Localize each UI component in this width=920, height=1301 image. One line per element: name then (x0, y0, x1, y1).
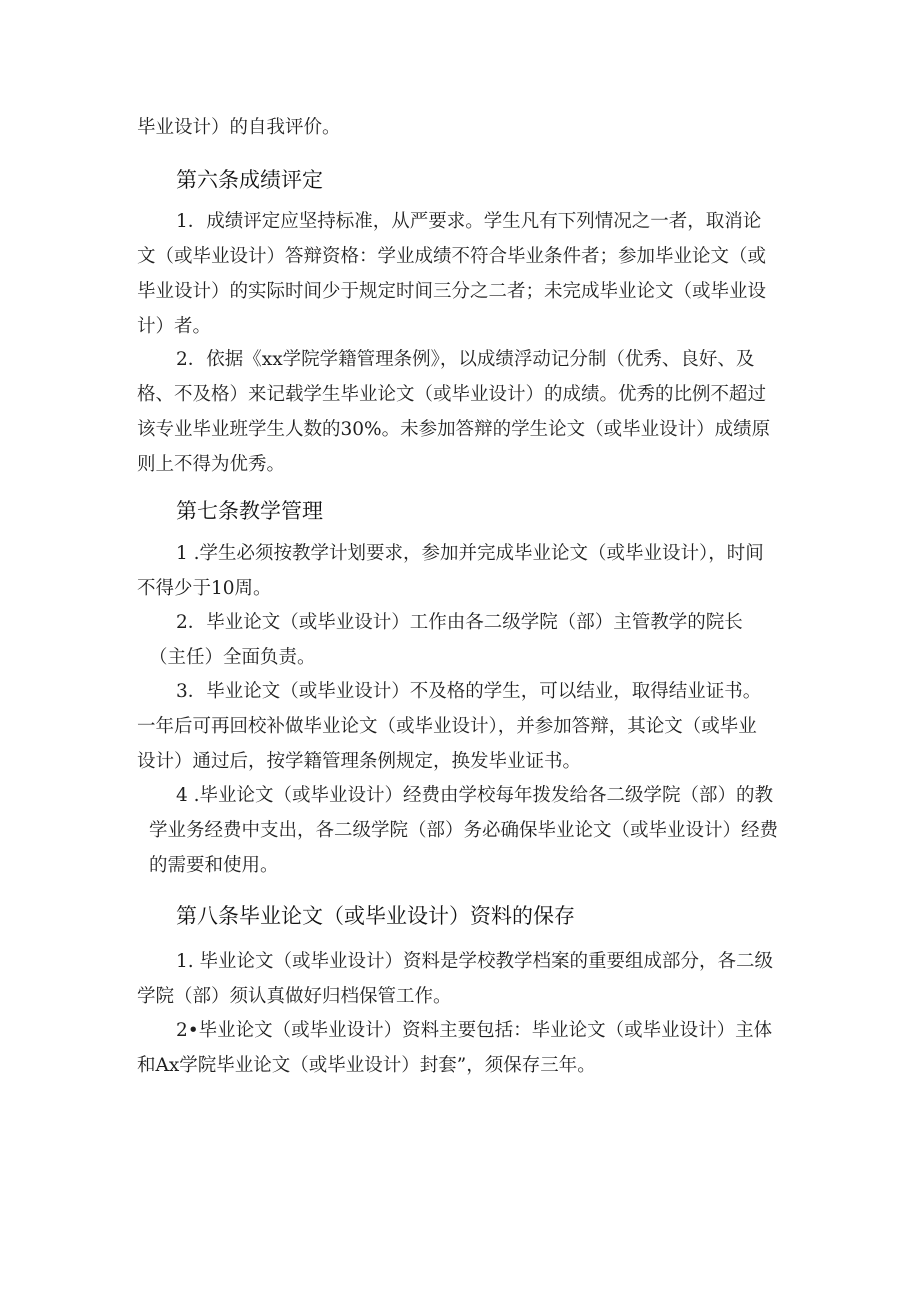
s7-p2-line1: 2．毕业论文（或毕业设计）工作由各二级学院（部）主管教学的院长 (176, 612, 743, 633)
s7-p3-line3: 设计）通过后，按学籍管理条例规定，换发毕业证书。 (137, 751, 582, 772)
s8-p2-line1: 2•毕业论文（或毕业设计）资料主要包括：毕业论文（或毕业设计）主体 (176, 1020, 773, 1041)
s6-p2-line4: 则上不得为优秀。 (137, 454, 286, 475)
section6-heading: 第六条成绩评定 (176, 168, 323, 192)
s6-p1-line4: 计）者。 (137, 316, 212, 337)
s6-p1-line1: 1．成绩评定应坚持标准，从严要求。学生凡有下列情况之一者，取消论 (176, 211, 762, 232)
s7-p4-line2: 学业务经费中支出，各二级学院（部）务必确保毕业论文（或毕业设计）经费 (149, 820, 779, 841)
section7-heading: 第七条教学管理 (176, 499, 323, 523)
s7-p3-line2: 一年后可再回校补做毕业论文（或毕业设计），并参加答辩，其论文（或毕业 (137, 716, 757, 737)
s7-p4-line3: 的需要和使用。 (149, 855, 279, 876)
s7-p4-line1: 4 .毕业论文（或毕业设计）经费由学校每年拨发给各二级学院（部）的教 (176, 785, 774, 806)
s6-p2-line1: 2．依据《xx学院学籍管理条例》，以成绩浮动记分制（优秀、良好、及 (176, 349, 755, 370)
s6-p2-line3: 该专业毕业班学生人数的30%。未参加答辩的学生论文（或毕业设计）成绩原 (137, 419, 771, 440)
s7-p1-line2: 不得少于10周。 (137, 578, 272, 599)
s8-p1-line1: 1. 毕业论文（或毕业设计）资料是学校教学档案的重要组成部分，各二级 (176, 951, 774, 972)
intro-tail-line: 毕业设计）的自我评价。 (137, 117, 341, 138)
s8-p2-line2: 和Ax学院毕业论文（或毕业设计）封套”，须保存三年。 (137, 1055, 596, 1076)
s7-p1-line1: 1 .学生必须按教学计划要求，参加并完成毕业论文（或毕业设计），时间 (176, 543, 764, 564)
section8-heading: 第八条毕业论文（或毕业设计）资料的保存 (176, 904, 575, 928)
s8-p1-line2: 学院（部）须认真做好归档保管工作。 (137, 986, 452, 1007)
s7-p3-line1: 3．毕业论文（或毕业设计）不及格的学生，可以结业，取得结业证书。 (176, 681, 762, 702)
s6-p1-line3: 毕业设计）的实际时间少于规定时间三分之二者；未完成毕业论文（或毕业设 (137, 281, 767, 302)
s6-p1-line2: 文（或毕业设计）答辩资格：学业成绩不符合毕业条件者；参加毕业论文（或 (137, 246, 767, 267)
s6-p2-line2: 格、不及格）来记载学生毕业论文（或毕业设计）的成绩。优秀的比例不超过 (137, 384, 767, 405)
s7-p2-line2: （主任）全面负责。 (149, 647, 316, 668)
